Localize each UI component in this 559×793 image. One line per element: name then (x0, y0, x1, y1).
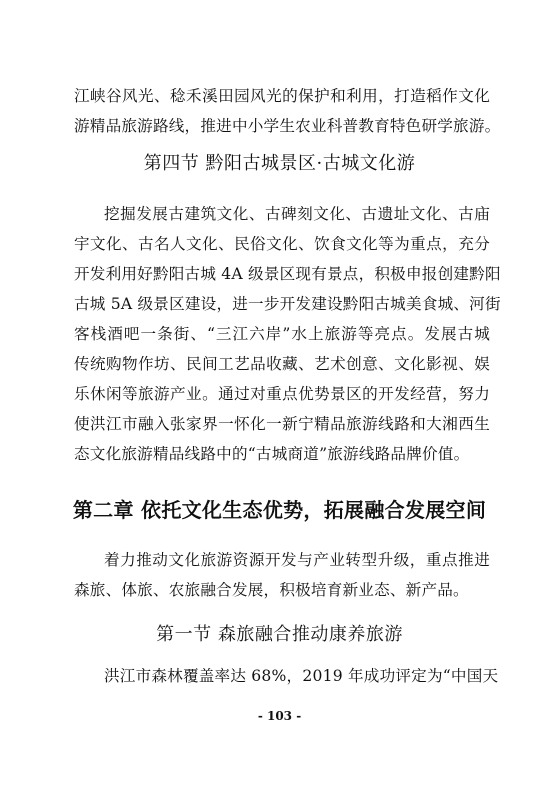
text-line: 游精品旅游路线，推进中小学生农业科普教育特色研学旅游。 (74, 117, 501, 135)
text-line: 开发利用好黔阳古城 4A 级景区现有景点，积极申报创建黔阳 (74, 265, 501, 283)
text-line: 乐休闲等旅游产业。通过对重点优势景区的开发经营，努力 (74, 385, 490, 403)
paragraph-chapter-2 (74, 545, 490, 605)
chapter-title-2: 第二章 依托文化生态优势，拓展融合发展空间 (72, 498, 487, 522)
paragraph-section-4 (74, 199, 501, 469)
text-line: 古城 5A 级景区建设，进一步开发建设黔阳古城美食城、河街 (74, 295, 501, 313)
section-title-4: 第四节 黔阳古城景区·古城文化游 (143, 153, 416, 174)
text-line: 江峡谷风光、稔禾溪田园风光的保护和利用，打造稻作文化 (74, 87, 490, 105)
text-line: 态文化旅游精品线路中的“古城商道”旅游线路品牌价值。 (74, 445, 470, 463)
text-line: 客栈酒吧一条街、“三江六岸”水上旅游等亮点。发展古城 (74, 325, 490, 343)
text-line: 洪江市森林覆盖率达 68%，2019 年成功评定为“中国天 (104, 667, 499, 685)
text-line: 传统购物作坊、民间工艺品收藏、艺术创意、文化影视、娱 (74, 355, 490, 373)
section-title-1: 第一节 森旅融合推动康养旅游 (156, 624, 403, 645)
text-line: 森旅、体旅、农旅融合发展，积极培育新业态、新产品。 (74, 581, 469, 599)
paragraph-section-1 (74, 661, 499, 691)
paragraph-continued (74, 81, 501, 141)
page-number: - 103 - (257, 709, 302, 723)
text-line: 着力推动文化旅游资源开发与产业转型升级，重点推进 (104, 551, 490, 569)
text-line: 宇文化、古名人文化、民俗文化、饮食文化等为重点，充分 (74, 235, 490, 253)
text-line: 挖掘发展古建筑文化、古碑刻文化、古遗址文化、古庙 (104, 205, 490, 223)
text-line: 使洪江市融入张家界一怀化一新宁精品旅游线路和大湘西生 (74, 415, 490, 433)
